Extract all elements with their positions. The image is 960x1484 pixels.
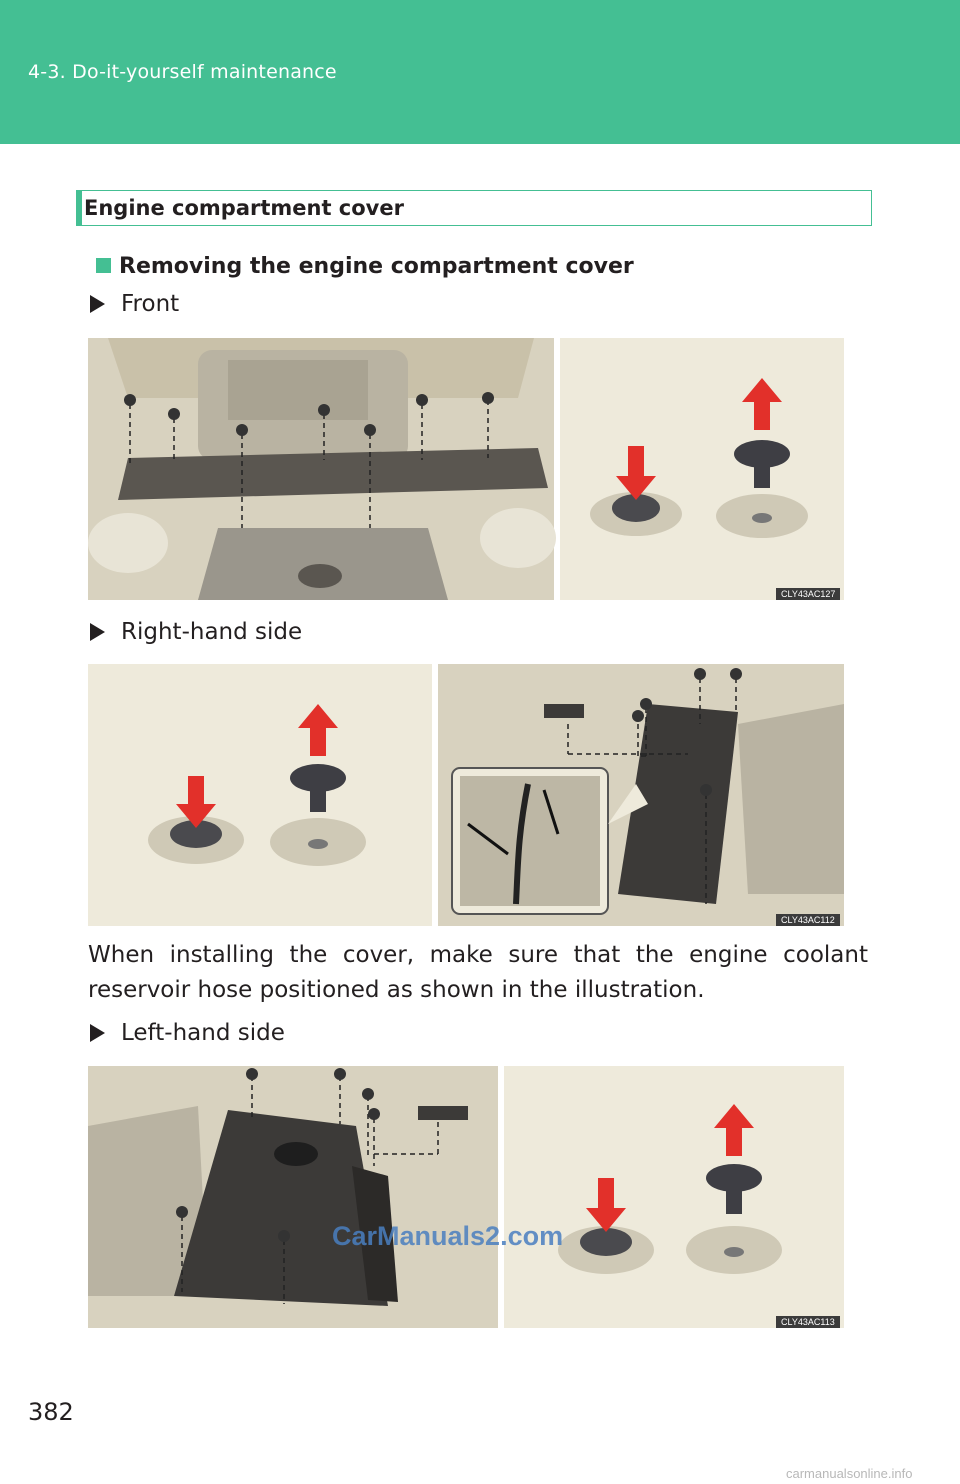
illustration-right-hand-side bbox=[88, 664, 844, 926]
section-path: 4-3. Do-it-yourself maintenance bbox=[28, 61, 337, 83]
pull-up-arrow-icon bbox=[742, 378, 782, 430]
illustration-left-hand-side bbox=[88, 1066, 844, 1328]
bullet-triangle-icon bbox=[90, 1024, 105, 1042]
bullet-triangle-icon bbox=[90, 623, 105, 641]
installation-note: When installing the cover, make sure that the engine coolant reservoir hose positioned as shown in the illustration. bbox=[88, 942, 868, 1003]
illustration-front bbox=[88, 338, 844, 600]
figure-code-left-hand-side: CLY43AC113 bbox=[776, 1316, 840, 1328]
front-engine-drawing bbox=[88, 338, 844, 600]
section-title: Engine compartment cover bbox=[84, 196, 404, 220]
section-accent bbox=[76, 190, 82, 225]
figure-code-right-hand-side: CLY43AC112 bbox=[776, 914, 840, 926]
page-number: 382 bbox=[28, 1398, 74, 1426]
bullet-triangle-icon bbox=[90, 295, 105, 313]
left-side-drawing bbox=[88, 1066, 844, 1328]
view-label-left-hand-side: Left-hand side bbox=[90, 1020, 285, 1046]
footer-site: carmanualsonline.info bbox=[786, 1466, 913, 1481]
view-label-right-hand-side: Right-hand side bbox=[90, 619, 302, 645]
push-down-arrow-icon bbox=[616, 446, 656, 500]
figure-code-front: CLY43AC127 bbox=[776, 588, 840, 600]
subsection-title: Removing the engine compartment cover bbox=[119, 254, 634, 279]
view-label-front: Front bbox=[90, 291, 179, 317]
section-square-icon bbox=[96, 258, 111, 273]
watermark: CarManuals2.com bbox=[332, 1221, 564, 1251]
subsection-heading bbox=[96, 254, 634, 279]
right-side-drawing bbox=[88, 664, 844, 926]
